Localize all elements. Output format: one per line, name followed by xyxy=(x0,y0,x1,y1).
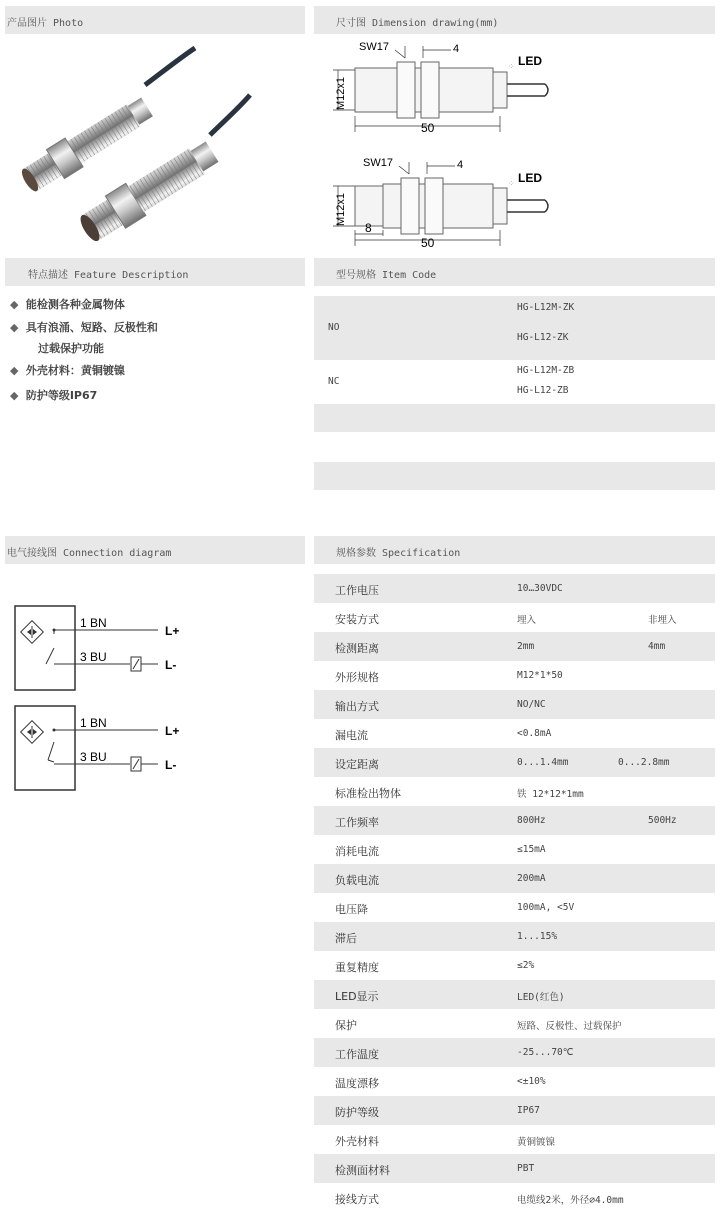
dim-bottom-led: LED xyxy=(518,171,542,185)
spec-row xyxy=(314,690,715,719)
spec-label: 滞后 xyxy=(335,932,357,945)
dimension-drawing-bottom xyxy=(315,152,715,252)
spec-label: 外形规格 xyxy=(335,671,379,684)
spec-row xyxy=(314,574,715,603)
spec-label: 温度漂移 xyxy=(335,1077,379,1090)
no-wire1-label: 1 BN xyxy=(80,616,107,630)
spec-value: 埋入 xyxy=(517,615,537,626)
spec-label: 安装方式 xyxy=(335,613,379,626)
connection-header-title: 电气接线图 Connection diagram xyxy=(7,548,172,559)
spec-label: 标准检出物体 xyxy=(335,787,401,800)
feature-header xyxy=(5,258,305,286)
dim-bottom-thread: M12x1 xyxy=(335,192,347,226)
dimension-drawing-top xyxy=(315,36,715,146)
spec-value: 100mA, <5V xyxy=(517,902,575,913)
diamond-bullet-icon: ◆ xyxy=(10,298,19,311)
spec-label: 保护 xyxy=(335,1019,357,1032)
spec-row xyxy=(314,806,715,835)
spec-value: IP67 xyxy=(517,1105,540,1116)
spec-row xyxy=(314,980,715,1009)
spec-value: <0.8mA xyxy=(517,728,552,739)
item-code-header-title: 型号规格 Item Code xyxy=(336,270,437,281)
feature-item: ◆ 外壳材料：黄铜镀镍 xyxy=(10,364,125,377)
feature-item: ◆ 具有浪涌、短路、反极性和 xyxy=(10,321,158,334)
dim-top-length: 50 xyxy=(421,121,435,135)
item-code-header xyxy=(314,258,715,286)
spec-value: PBT xyxy=(517,1163,535,1174)
spec-value: 800Hz xyxy=(517,815,546,826)
nc-plus-label: L+ xyxy=(165,724,180,738)
spec-value-secondary: 非埋入 xyxy=(648,615,677,626)
photo-header-title: 产品图片 Photo xyxy=(7,18,84,29)
dimension-header xyxy=(314,6,715,34)
spec-row xyxy=(314,864,715,893)
spec-value-secondary: 500Hz xyxy=(648,815,677,826)
spec-label: 接线方式 xyxy=(335,1193,379,1206)
spec-value-secondary: 0...2.8mm xyxy=(618,757,670,768)
no-wire2-label: 3 BU xyxy=(80,650,107,664)
spec-value: -25...70℃ xyxy=(517,1047,574,1058)
item-code-row-empty xyxy=(314,432,715,462)
spec-value: ≤15mA xyxy=(517,844,546,855)
item-code-row-empty xyxy=(314,462,715,490)
spec-label: 工作电压 xyxy=(335,584,379,597)
photo-header xyxy=(5,6,305,34)
spec-value: 200mA xyxy=(517,873,546,884)
feature-item: ◆ 防护等级IP67 xyxy=(10,389,98,402)
spec-row xyxy=(314,951,715,980)
spec-row xyxy=(314,777,715,806)
dim-bottom-protrusion: 8 xyxy=(365,221,372,235)
connection-header xyxy=(5,536,305,564)
item-code-type: NO xyxy=(328,322,340,333)
spec-row xyxy=(314,632,715,661)
spec-row xyxy=(314,1154,715,1183)
feature-item: ◆ 能检测各种金属物体 xyxy=(10,298,125,311)
no-plus-label: L+ xyxy=(165,624,180,638)
dim-bottom-length: 50 xyxy=(421,236,435,250)
spec-row xyxy=(314,835,715,864)
dim-top-nut: 4 xyxy=(453,43,460,55)
spec-label: 设定距离 xyxy=(335,758,379,771)
item-code-value: HG-L12-ZB xyxy=(517,385,569,396)
spec-value: <±10% xyxy=(517,1076,546,1087)
spec-row xyxy=(314,922,715,951)
dimension-header-title: 尺寸图 Dimension drawing(mm) xyxy=(336,18,499,29)
product-photo xyxy=(5,40,305,255)
spec-label: 防护等级 xyxy=(335,1106,379,1119)
dim-top-led: LED xyxy=(518,54,542,68)
nc-wire2-label: 3 BU xyxy=(80,750,107,764)
svg-text:⁘: ⁘ xyxy=(508,62,515,71)
no-minus-label: L- xyxy=(165,658,177,672)
specification-header-title: 规格参数 Specification xyxy=(336,548,461,559)
item-code-type: NC xyxy=(328,376,340,387)
spec-value: NO/NC xyxy=(517,699,546,710)
nc-wire1-label: 1 BN xyxy=(80,716,107,730)
spec-value: 铁 12*12*1mm xyxy=(517,789,584,800)
spec-row xyxy=(314,1125,715,1154)
spec-value: ≤2% xyxy=(517,960,535,971)
item-code-value: HG-L12-ZK xyxy=(517,332,569,343)
nc-minus-label: L- xyxy=(165,758,177,772)
spec-label: 消耗电流 xyxy=(335,845,379,858)
spec-row xyxy=(314,1038,715,1067)
spec-label: 工作温度 xyxy=(335,1048,379,1061)
spec-label: 工作频率 xyxy=(335,816,379,829)
diamond-bullet-icon: ◆ xyxy=(10,389,19,402)
spec-label: 负载电流 xyxy=(335,874,379,887)
spec-row xyxy=(314,1067,715,1096)
spec-label: 漏电流 xyxy=(335,729,368,742)
feature-item-continued: 过载保护功能 xyxy=(38,342,104,355)
dim-top-thread: M12x1 xyxy=(335,76,347,110)
spec-value: 黄铜镀镍 xyxy=(517,1137,556,1148)
spec-value-secondary: 4mm xyxy=(648,641,666,652)
item-code-row xyxy=(314,360,715,404)
spec-value: LED(红色) xyxy=(517,992,565,1003)
spec-row xyxy=(314,661,715,690)
spec-row xyxy=(314,719,715,748)
dim-bottom-nut: 4 xyxy=(457,159,464,171)
item-code-row-empty xyxy=(314,404,715,432)
sensor-symbol-icon xyxy=(21,621,44,644)
spec-label: LED显示 xyxy=(335,990,379,1003)
spec-row xyxy=(314,1183,715,1212)
diamond-bullet-icon: ◆ xyxy=(10,321,19,334)
spec-value: M12*1*50 xyxy=(517,670,563,681)
item-code-value: HG-L12M-ZB xyxy=(517,365,575,376)
spec-row xyxy=(314,893,715,922)
sensor-symbol-icon xyxy=(21,721,44,744)
item-code-row xyxy=(314,296,715,360)
specification-header xyxy=(314,536,715,564)
spec-value: 1...15% xyxy=(517,931,558,942)
spec-value: 短路、反极性、过载保护 xyxy=(517,1021,622,1032)
item-code-value: HG-L12M-ZK xyxy=(517,302,575,313)
spec-label: 输出方式 xyxy=(335,700,379,713)
connection-diagram-nc xyxy=(10,704,200,794)
spec-label: 检测面材料 xyxy=(335,1164,390,1177)
spec-row xyxy=(314,603,715,632)
spec-value: 0...1.4mm xyxy=(517,757,569,768)
spec-value: 电缆线2米，外径⌀4.0mm xyxy=(517,1195,624,1206)
svg-text:⁘: ⁘ xyxy=(508,179,515,188)
spec-row xyxy=(314,1009,715,1038)
spec-label: 电压降 xyxy=(335,903,368,916)
dim-top-sw: SW17 xyxy=(359,41,389,53)
spec-row xyxy=(314,748,715,777)
spec-value: 10…30VDC xyxy=(517,583,563,594)
spec-row xyxy=(314,1096,715,1125)
spec-value: 2mm xyxy=(517,641,535,652)
dim-bottom-sw: SW17 xyxy=(363,157,393,169)
connection-diagram-no xyxy=(10,604,200,694)
spec-label: 重复精度 xyxy=(335,961,379,974)
feature-header-title: 特点描述 Feature Description xyxy=(28,270,189,281)
spec-label: 检测距离 xyxy=(335,642,379,655)
diamond-bullet-icon: ◆ xyxy=(10,364,19,377)
spec-label: 外壳材料 xyxy=(335,1135,379,1148)
